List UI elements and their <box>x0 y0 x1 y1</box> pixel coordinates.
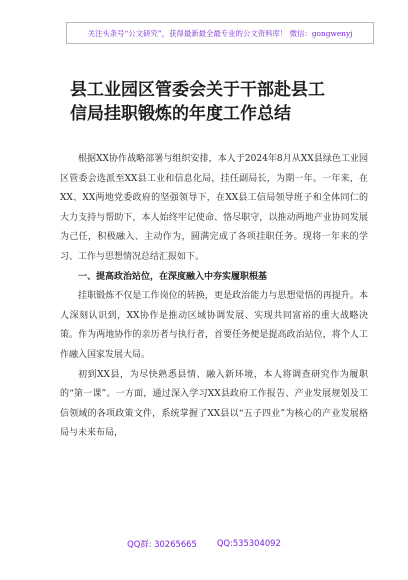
section1-paragraph-1: 挂职锻炼不仅是工作岗位的转换，更是政治能力与思想觉悟的再提升。本人深刻认识到，XX协作是推动区域协调发展、实现共同富裕的重大战略决策。作为两地协作的亲历者与执行者，首要任务便是提高政治站位，将个人工作融入国家发展大局。 <box>60 291 368 360</box>
document-title <box>70 78 360 126</box>
banner-text: 关注头条号“公文研究”，获得最新最全最专业的公文资料库！ 微信：gongwenyj <box>87 28 353 38</box>
title-line-2: 信局挂职锻炼的年度工作总结 <box>70 104 291 124</box>
footer-qq-group: QQ群: 30265665 <box>127 539 197 549</box>
header-banner <box>66 22 374 44</box>
footer-qq: QQ:535304092 <box>216 538 281 548</box>
title-line-1: 县工业园区管委会关于干部赴县工 <box>70 80 325 100</box>
section-heading-1: 一、提高政治站位，在深度融入中夯实履职根基 <box>78 271 268 282</box>
footer <box>0 538 408 550</box>
section1-paragraph-2: 初到XX县，为尽快熟悉县情、融入新环境，本人将调查研究作为履职的“第一课”。一方面，通过深入学习XX县政府工作报告、产业发展规划及工信领域的各项政策文件，系统掌握了XX县以“五子四业”为核心的产业发展格局与未来布局， <box>60 369 368 439</box>
intro-paragraph: 根据XX协作战略部署与组织安排，本人于2024年8月从XX县绿色工业园区管委会选派至XX县工业和信息化局，挂任副局长，为期一年。一年来，在XX、XX两地党委政府的坚强领导下，在XX县工信局领导班子和全体同仁的大力支持与帮助下，本人始终牢记使命、恪尽职守，以推动两地产业协同发展为己任，积极融入、主动作为，圆满完成了各项挂职任务。现将一年来的学习、工作与思想情况总结汇报如下。 <box>60 154 368 262</box>
document-body <box>60 150 368 444</box>
